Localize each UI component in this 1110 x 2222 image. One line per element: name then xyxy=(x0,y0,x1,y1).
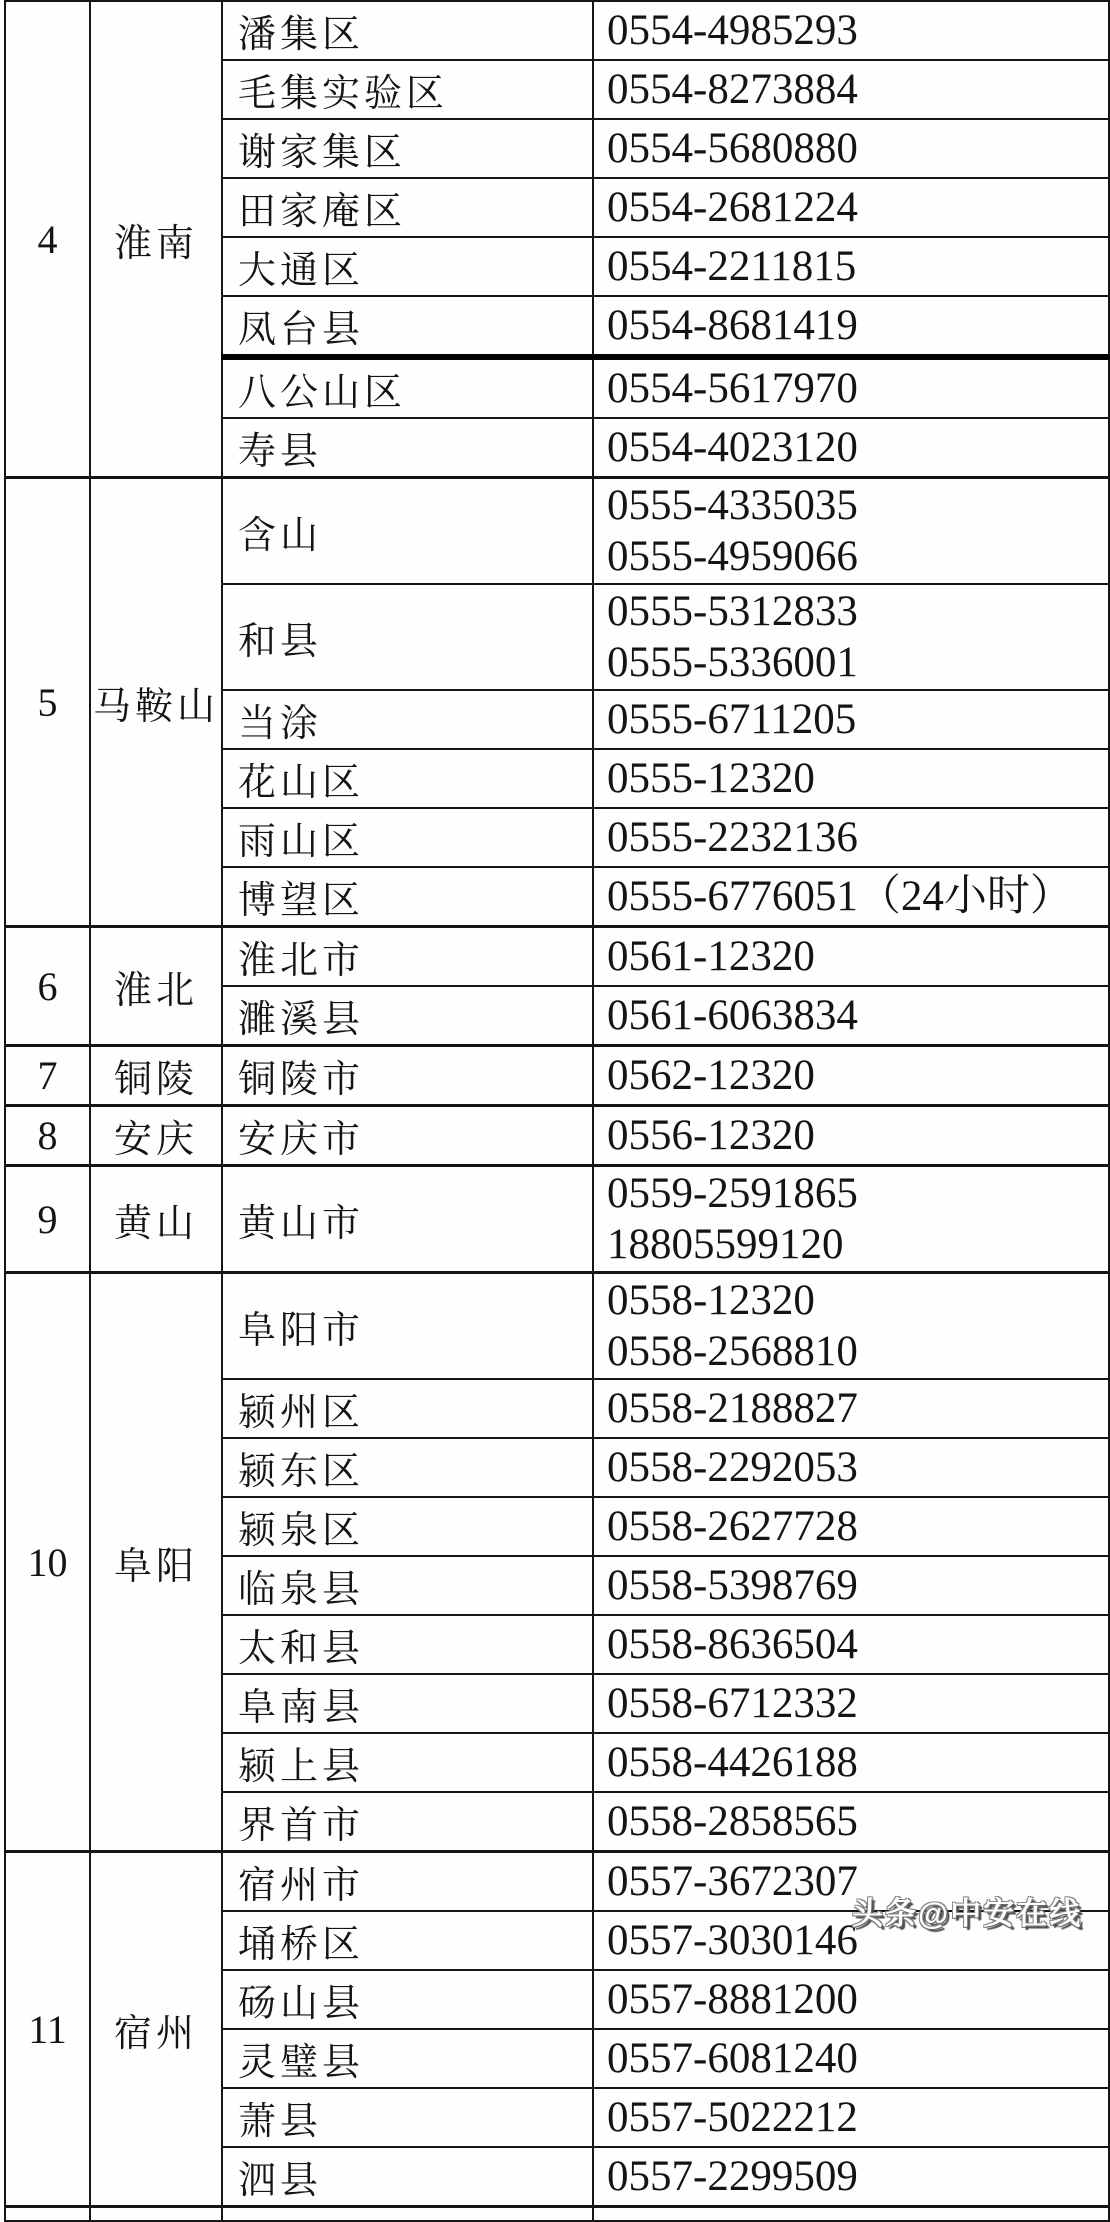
phone-cell xyxy=(593,1379,1109,1438)
phone-number: 0557-6081240 xyxy=(607,2035,858,2082)
city-cell: 宿州 xyxy=(90,1852,222,2207)
district-cell: 灵璧县 xyxy=(222,2029,593,2088)
phone-number: 0558-2188827 xyxy=(607,1385,858,1432)
phone-number: 0555-6711205 xyxy=(607,696,857,743)
index-cell: 6 xyxy=(5,927,90,1046)
phone-cell xyxy=(593,1556,1109,1615)
phone-number: 0554-8273884 xyxy=(607,66,858,113)
phone-cell xyxy=(593,690,1109,749)
district-cell: 埇桥区 xyxy=(222,1911,593,1970)
phone-cell xyxy=(593,237,1109,296)
phone-number: 0558-6712332 xyxy=(607,1680,858,1727)
phone-cell xyxy=(593,1166,1109,1273)
district-cell: 花山区 xyxy=(222,749,593,808)
district-cell: 八公山区 xyxy=(222,357,593,418)
phone-number: 0555-12320 xyxy=(607,755,815,802)
district-cell: 铜陵市 xyxy=(222,1046,593,1106)
district-cell: 和县 xyxy=(222,584,593,690)
phone-cell xyxy=(593,1733,1109,1792)
table-row xyxy=(5,2207,1109,2221)
phone-number: 0554-5680880 xyxy=(607,125,858,172)
district-cell xyxy=(222,2207,593,2221)
index-cell: 11 xyxy=(5,1852,90,2207)
district-cell: 黄山市 xyxy=(222,1166,593,1273)
phone-number: 0561-6063834 xyxy=(607,992,858,1039)
district-cell: 潘集区 xyxy=(222,1,593,60)
index-cell: 10 xyxy=(5,1273,90,1852)
district-cell: 濉溪县 xyxy=(222,986,593,1046)
district-cell: 泗县 xyxy=(222,2147,593,2207)
phone-number: 0558-2858565 xyxy=(607,1798,858,1845)
phone-number: 0559-2591865 xyxy=(607,1170,858,1217)
phone-number: 0557-3030146 xyxy=(607,1917,858,1964)
city-cell: 黄山 xyxy=(90,1166,222,1273)
phone-cell xyxy=(593,2207,1109,2221)
district-cell: 颍泉区 xyxy=(222,1497,593,1556)
city-cell: 安庆 xyxy=(90,1106,222,1166)
phone-number: 0554-8681419 xyxy=(607,302,858,349)
phone-cell xyxy=(593,1273,1109,1380)
phone-number: 0554-4985293 xyxy=(607,7,858,54)
district-cell: 宿州市 xyxy=(222,1852,593,1912)
district-cell: 淮北市 xyxy=(222,927,593,987)
phone-cell xyxy=(593,1674,1109,1733)
district-cell: 毛集实验区 xyxy=(222,60,593,119)
phone-number: 0561-12320 xyxy=(607,933,815,980)
table-row xyxy=(5,927,1109,987)
district-cell: 颍州区 xyxy=(222,1379,593,1438)
table-row xyxy=(5,1046,1109,1106)
district-cell: 萧县 xyxy=(222,2088,593,2147)
table-row xyxy=(5,1,1109,60)
district-cell: 雨山区 xyxy=(222,808,593,867)
phone-cell xyxy=(593,584,1109,690)
phone-number: 0555-4335035 xyxy=(607,482,858,529)
district-cell: 田家庵区 xyxy=(222,178,593,237)
phone-cell xyxy=(593,2147,1109,2207)
phone-number: 0555-6776051（24小时） xyxy=(607,873,1073,920)
district-cell: 颍东区 xyxy=(222,1438,593,1497)
phone-cell xyxy=(593,178,1109,237)
city-cell: 淮南 xyxy=(90,1,222,478)
phone-number: 0558-8636504 xyxy=(607,1621,858,1668)
phone-cell xyxy=(593,808,1109,867)
table-row xyxy=(5,1166,1109,1273)
phone-number: 0554-4023120 xyxy=(607,424,858,471)
district-cell: 大通区 xyxy=(222,237,593,296)
district-cell: 凤台县 xyxy=(222,296,593,357)
district-cell: 阜南县 xyxy=(222,1674,593,1733)
phone-number: 0558-2568810 xyxy=(607,1328,858,1375)
phone-number: 0555-2232136 xyxy=(607,814,858,861)
phone-number: 0557-3672307 xyxy=(607,1858,858,1905)
phone-cell xyxy=(593,986,1109,1046)
phone-number: 0555-4959066 xyxy=(607,533,858,580)
phone-number: 0557-8881200 xyxy=(607,1976,858,2023)
index-cell: 9 xyxy=(5,1166,90,1273)
phone-cell xyxy=(593,1970,1109,2029)
phone-number: 0558-12320 xyxy=(607,1277,815,1324)
phone-cell xyxy=(593,1497,1109,1556)
phone-number: 0554-5617970 xyxy=(607,365,858,412)
district-cell: 当涂 xyxy=(222,690,593,749)
district-cell: 阜阳市 xyxy=(222,1273,593,1380)
phone-number: 0556-12320 xyxy=(607,1112,815,1159)
phone-cell xyxy=(593,867,1109,927)
phone-number: 0558-5398769 xyxy=(607,1562,858,1609)
district-cell: 太和县 xyxy=(222,1615,593,1674)
phone-cell xyxy=(593,1615,1109,1674)
phone-number: 0554-2211815 xyxy=(607,243,857,290)
phone-number: 0558-2627728 xyxy=(607,1503,858,1550)
phone-cell xyxy=(593,1046,1109,1106)
district-cell: 安庆市 xyxy=(222,1106,593,1166)
city-cell: 铜陵 xyxy=(90,1046,222,1106)
district-cell: 含山 xyxy=(222,478,593,585)
city-cell: 淮北 xyxy=(90,927,222,1046)
table-row xyxy=(5,478,1109,585)
table-row xyxy=(5,1273,1109,1380)
table-row xyxy=(5,1106,1109,1166)
phone-cell xyxy=(593,1106,1109,1166)
phone-cell xyxy=(593,749,1109,808)
phone-cell xyxy=(593,60,1109,119)
district-cell: 砀山县 xyxy=(222,1970,593,2029)
district-cell: 颍上县 xyxy=(222,1733,593,1792)
district-cell: 界首市 xyxy=(222,1792,593,1852)
phone-cell xyxy=(593,2029,1109,2088)
phone-cell xyxy=(593,478,1109,585)
index-cell: 4 xyxy=(5,1,90,478)
phone-cell xyxy=(593,119,1109,178)
index-cell: 5 xyxy=(5,478,90,927)
city-cell: 马鞍山 xyxy=(90,478,222,927)
district-cell: 博望区 xyxy=(222,867,593,927)
phone-cell xyxy=(593,1792,1109,1852)
index-cell xyxy=(5,2207,90,2221)
phone-number: 0555-5312833 xyxy=(607,588,858,635)
phone-number: 0562-12320 xyxy=(607,1052,815,1099)
phone-number: 0558-4426188 xyxy=(607,1739,858,1786)
city-cell: 阜阳 xyxy=(90,1273,222,1852)
phone-number: 0554-2681224 xyxy=(607,184,858,231)
phone-number: 0558-2292053 xyxy=(607,1444,858,1491)
district-cell: 临泉县 xyxy=(222,1556,593,1615)
index-cell: 7 xyxy=(5,1046,90,1106)
city-cell xyxy=(90,2207,222,2221)
phone-cell xyxy=(593,357,1109,418)
phone-number: 18805599120 xyxy=(607,1221,844,1268)
phone-cell xyxy=(593,296,1109,357)
watermark xyxy=(852,1888,1082,1933)
index-cell: 8 xyxy=(5,1106,90,1166)
district-cell: 寿县 xyxy=(222,418,593,478)
phone-number: 0557-2299509 xyxy=(607,2153,858,2200)
phone-cell xyxy=(593,2088,1109,2147)
phone-cell xyxy=(593,1,1109,60)
district-cell: 谢家集区 xyxy=(222,119,593,178)
phone-cell xyxy=(593,1438,1109,1497)
phone-cell xyxy=(593,418,1109,478)
phone-number: 0557-5022212 xyxy=(607,2094,858,2141)
watermark-text: 头条@中安在线 xyxy=(852,1896,1083,1931)
phone-number: 0555-5336001 xyxy=(607,639,858,686)
phone-cell xyxy=(593,927,1109,987)
